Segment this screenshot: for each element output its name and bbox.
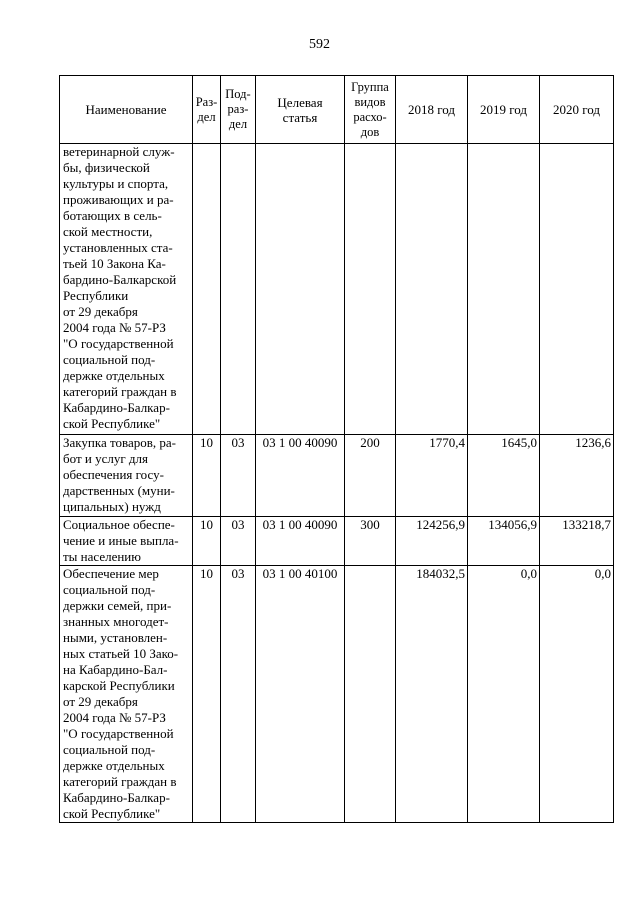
header-section: Раз- дел — [193, 76, 221, 144]
row-2018: 1770,4 — [396, 435, 468, 517]
row-subsection: 03 — [221, 435, 256, 517]
row-section: 10 — [193, 517, 221, 566]
row-group — [345, 144, 396, 435]
row-target — [256, 144, 345, 435]
row-name: ветеринарной служ- бы, физической культуры и спорта, проживающих и ра- ботающих в сель- ской местности, установленных ста- тьей 10 Закона Ка- бардино-Балкарской Республики от 29 декабря 2004 года № 57-РЗ "О государственной социальной под- держке отдельных категорий граждан в Кабардино-Балкар- ской Республике" — [60, 144, 193, 435]
row-2020: 0,0 — [540, 566, 614, 823]
row-name: Социальное обеспе- чение и иные выпла- ты населению — [60, 517, 193, 566]
row-2020: 1236,6 — [540, 435, 614, 517]
row-subsection — [221, 144, 256, 435]
row-name: Закупка товаров, ра- бот и услуг для обеспечения госу- дарственных (муни- ципальных) нужд — [60, 435, 193, 517]
table-row — [60, 517, 614, 566]
budget-table — [59, 75, 614, 823]
row-group — [345, 566, 396, 823]
table-row — [60, 435, 614, 517]
header-2019: 2019 год — [468, 76, 540, 144]
header-group: Группа видов расхо- дов — [345, 76, 396, 144]
table-header-row — [60, 76, 614, 144]
row-2018: 124256,9 — [396, 517, 468, 566]
row-2020: 133218,7 — [540, 517, 614, 566]
header-subsection: Под- раз- дел — [221, 76, 256, 144]
table-row — [60, 144, 614, 435]
row-target: 03 1 00 40090 — [256, 435, 345, 517]
row-section: 10 — [193, 566, 221, 823]
row-section: 10 — [193, 435, 221, 517]
row-name: Обеспечение мер социальной под- держки семей, при- знанных многодет- ными, установлен- ных статьей 10 Зако- на Кабардино-Бал- карской Республики от 29 декабря 2004 года № 57-РЗ "О государственной социальной под- держке отдельных категорий граждан в Кабардино-Балкар- ской Республике" — [60, 566, 193, 823]
row-target: 03 1 00 40100 — [256, 566, 345, 823]
row-2019: 1645,0 — [468, 435, 540, 517]
header-2018: 2018 год — [396, 76, 468, 144]
row-subsection: 03 — [221, 566, 256, 823]
row-group: 200 — [345, 435, 396, 517]
row-target: 03 1 00 40090 — [256, 517, 345, 566]
row-2019: 134056,9 — [468, 517, 540, 566]
row-2019 — [468, 144, 540, 435]
row-subsection: 03 — [221, 517, 256, 566]
table-row — [60, 566, 614, 823]
page-number: 592 — [309, 37, 330, 52]
row-2018 — [396, 144, 468, 435]
header-target: Целевая статья — [256, 76, 345, 144]
row-group: 300 — [345, 517, 396, 566]
row-2018: 184032,5 — [396, 566, 468, 823]
row-section — [193, 144, 221, 435]
header-2020: 2020 год — [540, 76, 614, 144]
header-name: Наименование — [60, 76, 193, 144]
row-2020 — [540, 144, 614, 435]
row-2019: 0,0 — [468, 566, 540, 823]
